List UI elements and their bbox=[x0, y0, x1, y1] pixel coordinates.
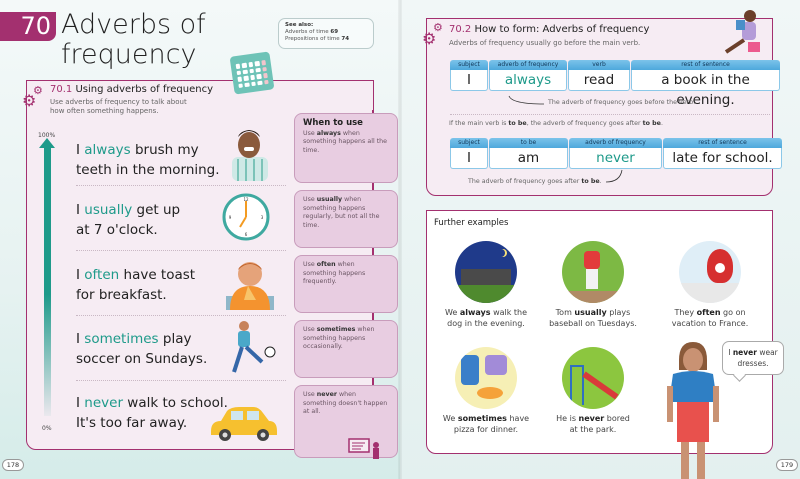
scale-top-label: 100% bbox=[38, 132, 56, 139]
when-to-use-box: Use sometimes when something happens occasionally. bbox=[294, 320, 398, 378]
boy-eating-toast-icon bbox=[222, 256, 278, 312]
puzzle-piece: rest of sentence a book in the evening. bbox=[631, 60, 780, 92]
example-sentence: I usually get up at 7 o'clock. bbox=[76, 202, 181, 238]
example-sentence: I often have toast for breakfast. bbox=[76, 267, 196, 303]
when-to-use-box: Use usually when something happens regularly, but not all the time. bbox=[294, 190, 398, 248]
book-spine bbox=[398, 0, 402, 479]
dog-walk-night-icon bbox=[455, 241, 517, 303]
divider bbox=[76, 380, 286, 381]
ferry-boat-icon bbox=[679, 241, 741, 303]
svg-text:6: 6 bbox=[244, 232, 248, 237]
puzzle-piece: subject I bbox=[450, 60, 488, 92]
when-to-use-box: Use often when something happens frequently. bbox=[294, 255, 398, 313]
adverb-highlight: sometimes bbox=[84, 331, 159, 347]
gear-icon: ⚙ bbox=[422, 29, 437, 48]
sentence-pattern-puzzle bbox=[450, 138, 783, 170]
chapter-number: 70 bbox=[0, 12, 56, 41]
further-example: We sometimes have pizza for dinner. bbox=[436, 347, 536, 435]
gear-icon: ⚙ bbox=[22, 91, 37, 110]
divider bbox=[76, 185, 286, 186]
boy-brushing-teeth-icon bbox=[228, 125, 272, 181]
see-also-link[interactable]: Adverbs of time 69 bbox=[285, 29, 339, 35]
adverb-highlight: often bbox=[84, 267, 120, 283]
see-also-label: See also: bbox=[285, 22, 314, 28]
section-heading: 70.1 Using adverbs of frequency bbox=[50, 84, 213, 95]
divider bbox=[76, 250, 286, 251]
puzzle-piece: rest of sentence late for school. bbox=[663, 138, 782, 170]
to-be-rule: If the main verb is to be, the adverb of frequency goes after to be. bbox=[449, 120, 663, 127]
further-example: Tom usually plays baseball on Tuesdays. bbox=[543, 241, 643, 329]
section-heading: 70.2 How to form: Adverbs of frequency bbox=[449, 24, 650, 35]
further-examples-heading: Further examples bbox=[434, 218, 509, 228]
see-also-link[interactable]: Prepositions of time 74 bbox=[285, 36, 350, 42]
title-line-2: frequency bbox=[61, 39, 197, 70]
calendar-icon bbox=[230, 51, 275, 94]
puzzle-piece: adverb of frequency always bbox=[489, 60, 567, 92]
svg-text:3: 3 bbox=[260, 215, 264, 220]
divider bbox=[450, 114, 770, 115]
svg-text:12: 12 bbox=[243, 197, 249, 202]
see-also-box bbox=[278, 18, 374, 49]
curved-arrow-icon bbox=[604, 168, 628, 186]
svg-text:9: 9 bbox=[228, 215, 232, 220]
gear-icon: ⚙ bbox=[433, 21, 443, 34]
when-to-use-box: Use never when something doesn't happen at all. bbox=[294, 385, 398, 458]
adverb-highlight: always bbox=[84, 142, 131, 158]
playground-slide-icon bbox=[562, 347, 624, 409]
further-example: They often go on vacation to France. bbox=[660, 241, 760, 329]
teacher-board-icon bbox=[348, 437, 382, 459]
title-line-1: Adverbs of bbox=[61, 9, 206, 40]
pattern-note: The adverb of frequency goes after to be. bbox=[468, 178, 602, 185]
adverb-highlight: usually bbox=[84, 202, 133, 218]
scale-bottom-label: 0% bbox=[42, 425, 52, 432]
curved-arrow-icon bbox=[506, 94, 546, 108]
puzzle-piece: to be am bbox=[489, 138, 568, 170]
yellow-car-icon bbox=[207, 405, 279, 443]
gear-icon: ⚙ bbox=[33, 84, 43, 97]
page-number: 178 bbox=[2, 459, 24, 471]
pizza-dinner-icon bbox=[455, 347, 517, 409]
when-to-use-box: When to use Use always when something happens all the time. bbox=[294, 113, 398, 183]
scale-bar bbox=[44, 146, 51, 416]
puzzle-piece: adverb of frequency never bbox=[569, 138, 662, 170]
pattern-note: The adverb of frequency goes before the verb. bbox=[548, 99, 696, 106]
section-subtitle: Use adverbs of frequency to talk about how often something happens. bbox=[50, 98, 187, 115]
puzzle-piece: verb read bbox=[568, 60, 630, 92]
further-example: He is never bored at the park. bbox=[543, 347, 643, 435]
section-subtitle: Adverbs of frequency usually go before the main verb. bbox=[449, 39, 641, 47]
example-sentence: I always brush my teeth in the morning. bbox=[76, 142, 220, 178]
speech-bubble: I never wear dresses. bbox=[722, 341, 784, 375]
example-sentence: I sometimes play soccer on Sundays. bbox=[76, 331, 208, 367]
page-number: 179 bbox=[776, 459, 798, 471]
clock-icon bbox=[222, 193, 270, 241]
adverb-highlight: never bbox=[84, 395, 123, 411]
example-sentence: I never walk to school. It's too far away. bbox=[76, 395, 228, 431]
baseball-player-icon bbox=[562, 241, 624, 303]
divider bbox=[76, 315, 286, 316]
frequency-scale bbox=[38, 132, 68, 432]
soccer-player-icon bbox=[222, 318, 278, 374]
girl-standing-icon bbox=[663, 340, 723, 479]
puzzle-piece: subject I bbox=[450, 138, 488, 170]
further-example: We always walk the dog in the evening. bbox=[436, 241, 536, 329]
girl-reading-icon bbox=[720, 8, 766, 58]
